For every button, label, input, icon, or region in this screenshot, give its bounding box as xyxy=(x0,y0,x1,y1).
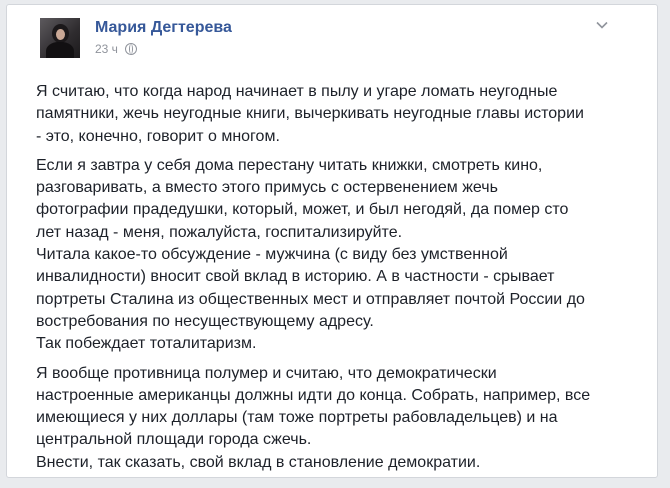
post-timestamp[interactable]: 23 ч xyxy=(95,42,118,56)
post-line: памятники, жечь неугодные книги, вычеркивать неугодные главы истории xyxy=(36,105,584,123)
post-paragraph xyxy=(36,363,626,474)
post-line: Если я завтра у себя дома перестану читать книжки, смотреть кино, xyxy=(36,156,543,174)
post-line: разговаривать, а вместо этого примусь с остервенением жечь xyxy=(36,179,498,197)
post-line: лет назад - меня, пожалуйста, госпитализируйте. xyxy=(36,223,403,241)
post-line: востребования по несуществующему адресу. xyxy=(36,312,374,330)
post-line: имеющиеся у них доллары (там тоже портреты рабовладельцев) и на xyxy=(36,409,558,427)
post-line: центральной площади города сжечь. xyxy=(36,431,312,449)
post-meta xyxy=(95,42,137,56)
post-line: Я считаю, что когда народ начинает в пылу и угаре ломать неугодные xyxy=(36,83,558,100)
post-line: Внести, так сказать, свой вклад в становление демократии. xyxy=(36,453,481,471)
post-line: Я вообще противница полумер и считаю, что демократически xyxy=(36,364,497,382)
post-line: портреты Сталина из общественных мест и отправляет почтой России до xyxy=(36,290,585,308)
post-line: инвалидности) вносит свой вклад в историю. А в частности - срывает xyxy=(36,268,555,286)
post-paragraph xyxy=(36,155,626,356)
author-avatar[interactable] xyxy=(40,18,80,58)
post-line: фотографии прадедушки, который, может, и был негодяй, да помер сто xyxy=(36,201,569,219)
chevron-down-icon[interactable] xyxy=(595,18,609,32)
post-line: - это, конечно, говорит о многом. xyxy=(36,127,280,145)
post-card xyxy=(6,4,658,478)
post-paragraph xyxy=(36,81,626,148)
globe-icon xyxy=(125,43,137,55)
post-line: Так побеждает тоталитаризм. xyxy=(36,335,257,353)
author-name-link[interactable]: Мария Дегтерева xyxy=(95,19,232,36)
post-line: настроенные американцы должны идти до конца. Собрать, например, все xyxy=(36,386,591,404)
post-text xyxy=(36,81,626,474)
post-line: Читала какое-то обсуждение - мужчина (с виду без умственной xyxy=(36,246,508,264)
